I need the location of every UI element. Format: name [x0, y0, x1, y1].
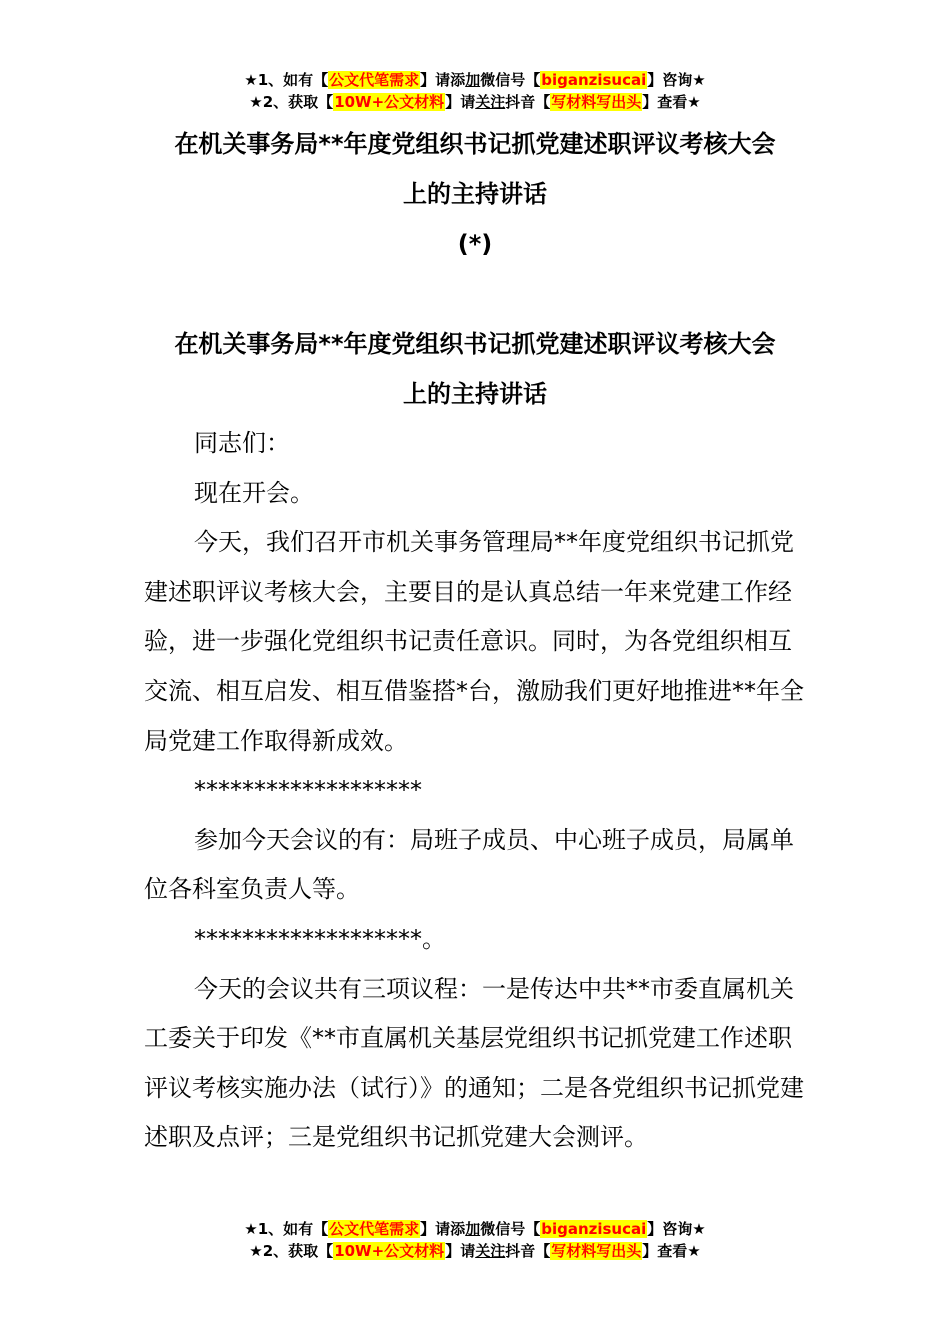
- promo-1-prefix: ★1、如有【: [244, 1220, 329, 1238]
- redacted-line-2: *******************。: [194, 924, 446, 953]
- promo-2-suffix: 】查看★: [642, 93, 701, 111]
- body-paragraph-attendees: 参加今天会议的有：局班子成员、中心班子成员，局属单位各科室负责人等。: [144, 825, 794, 904]
- promo-2-middle: 】请: [445, 1242, 476, 1260]
- document-title-line-3: (*): [457, 230, 493, 258]
- promo-1-middle-2: 微信号【: [480, 71, 541, 89]
- promo-1-suffix: 】咨询★: [647, 1220, 706, 1238]
- promo-1-emphasis: 加: [465, 1220, 481, 1238]
- promo-1-emphasis: 加: [465, 71, 481, 89]
- promo-2-highlight-douyin: 写材料写出头: [551, 1242, 642, 1260]
- promo-2-prefix: ★2、获取【: [249, 93, 334, 111]
- promo-1-middle: 】请添: [420, 71, 466, 89]
- promo-2-middle-2: 抖音【: [505, 1242, 551, 1260]
- promo-banner-bottom: [0, 1218, 950, 1262]
- document-body: [144, 419, 809, 1163]
- redacted-line-1: *******************: [194, 776, 422, 805]
- promo-1-highlight-service: 公文代笔需求: [329, 71, 420, 89]
- promo-1-middle-2: 微信号【: [480, 1220, 541, 1238]
- promo-2-highlight-materials: 10W+公文材料: [334, 93, 445, 111]
- body-paragraph-agenda: 今天的会议共有三项议程：一是传达中共**市委直属机关工委关于印发《**市直属机关基层党组织书记抓党建工作述职评议考核实施办法（试行）》的通知；二是各党组织书记抓党建述职及点评；三是党组织书记抓党建大会测评。: [144, 974, 804, 1152]
- section-title-line-1: 在机关事务局**年度党组织书记抓党建述职评议考核大会: [174, 330, 776, 358]
- document-title: [0, 119, 950, 269]
- promo-line-2: [0, 1240, 950, 1262]
- promo-1-prefix: ★1、如有【: [244, 71, 329, 89]
- promo-line-1: [0, 1218, 950, 1240]
- promo-2-emphasis: 关注: [475, 1242, 506, 1260]
- section-title: [0, 319, 950, 419]
- promo-banner-top: [0, 69, 950, 113]
- promo-line-1: [0, 69, 950, 91]
- section-title-line-2: 上的主持讲话: [403, 380, 547, 408]
- opening-line: 现在开会。: [194, 478, 314, 507]
- promo-line-2: [0, 91, 950, 113]
- promo-2-middle-2: 抖音【: [505, 93, 551, 111]
- promo-1-highlight-wechat-id: biganzisucai: [541, 1220, 647, 1238]
- promo-2-middle: 】请: [445, 93, 476, 111]
- document-title-line-2: 上的主持讲话: [403, 180, 547, 208]
- promo-1-highlight-service: 公文代笔需求: [329, 1220, 420, 1238]
- body-paragraph-purpose: 今天，我们召开市机关事务管理局**年度党组织书记抓党建述职评议考核大会，主要目的是认真总结一年来党建工作经验，进一步强化党组织书记责任意识。同时，为各党组织相互交流、相互启发、相互借鉴搭*台，激励我们更好地推进**年全局党建工作取得新成效。: [144, 528, 804, 755]
- promo-2-highlight-douyin: 写材料写出头: [551, 93, 642, 111]
- document-title-line-1: 在机关事务局**年度党组织书记抓党建述职评议考核大会: [174, 130, 776, 158]
- promo-1-highlight-wechat-id: biganzisucai: [541, 71, 647, 89]
- promo-2-highlight-materials: 10W+公文材料: [334, 1242, 445, 1260]
- salutation: 同志们：: [194, 429, 290, 457]
- promo-2-emphasis: 关注: [475, 93, 506, 111]
- promo-2-prefix: ★2、获取【: [249, 1242, 334, 1260]
- promo-1-suffix: 】咨询★: [647, 71, 706, 89]
- promo-2-suffix: 】查看★: [642, 1242, 701, 1260]
- promo-1-middle: 】请添: [420, 1220, 466, 1238]
